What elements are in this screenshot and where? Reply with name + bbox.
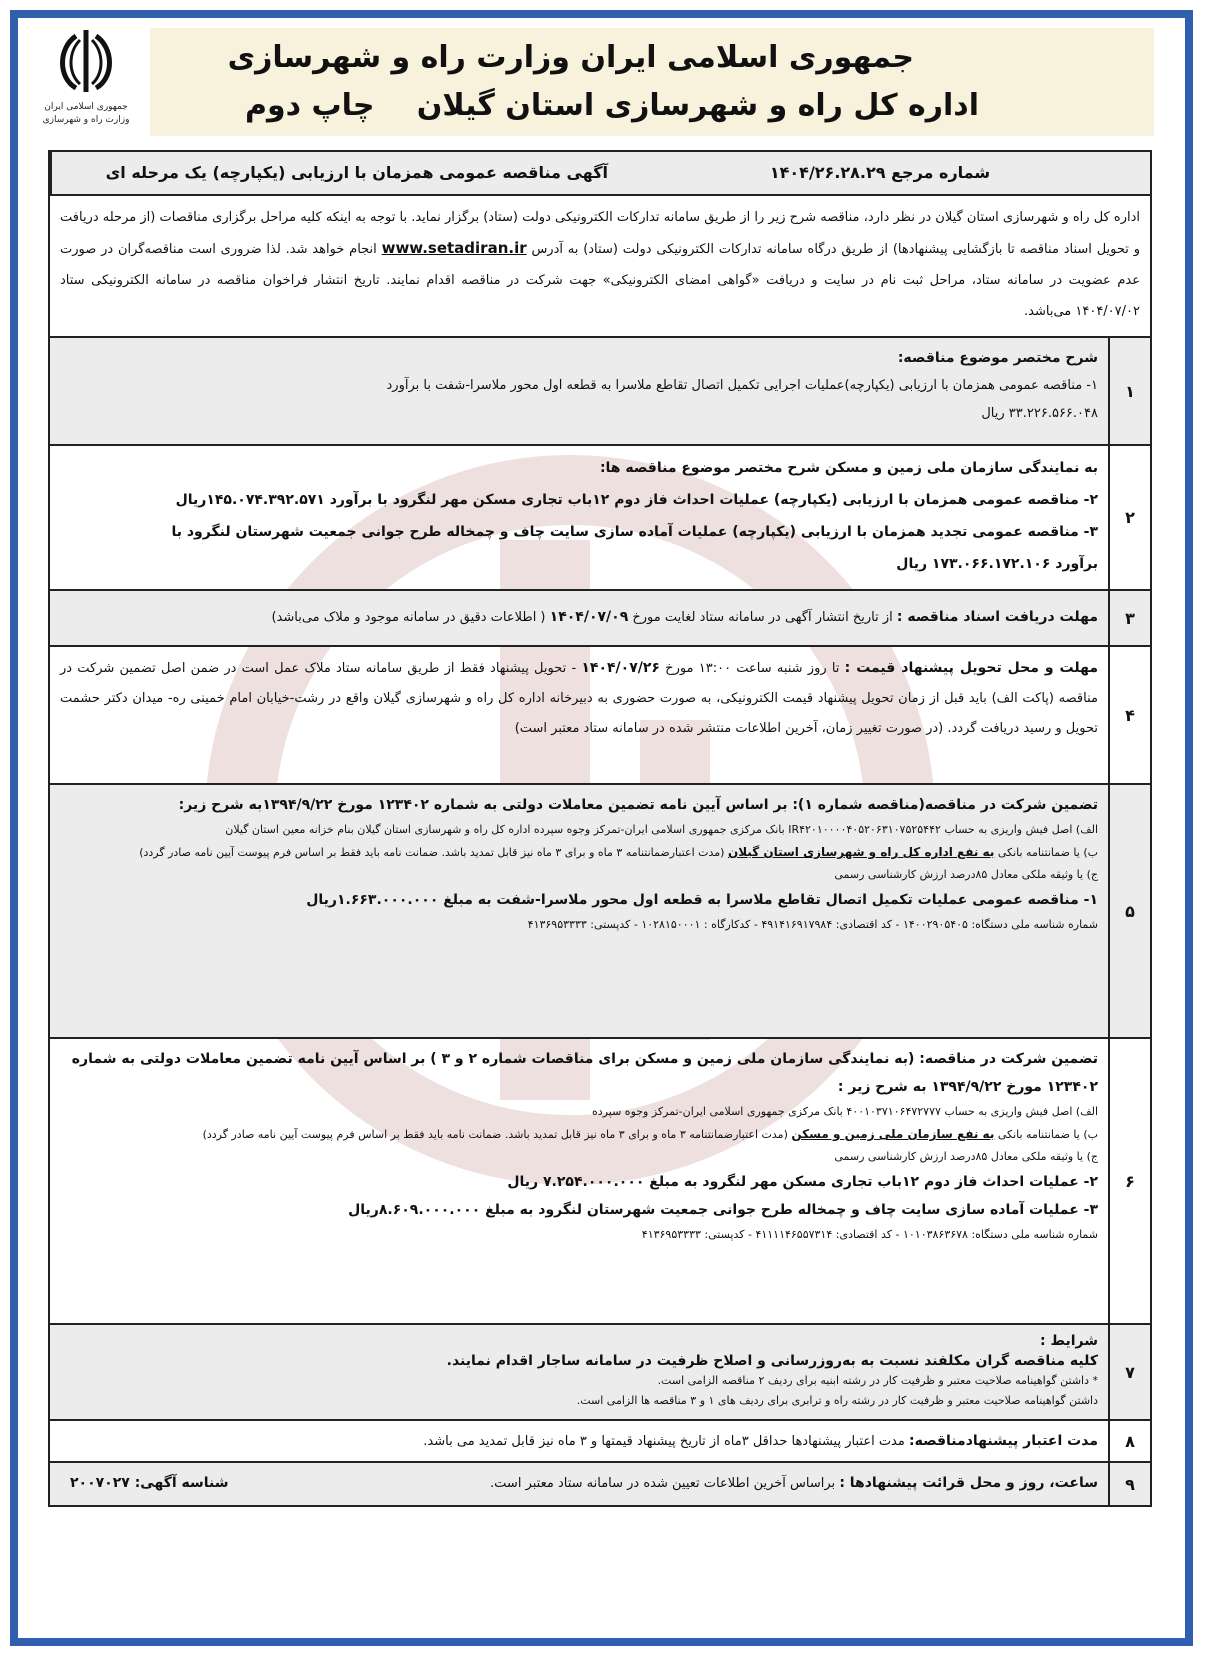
- emblem-caption-1: جمهوری اسلامی ایران: [44, 102, 128, 112]
- row-9: [48, 1463, 1152, 1507]
- row-content: [50, 446, 1108, 589]
- row-text: براساس آخرین اطلاعات تعیین شده در سامانه ستاد معتبر است.: [490, 1476, 836, 1491]
- row-heading: به نمایندگی سازمان ملی زمین و مسکن شرح مختصر موضوع مناقصه ها:: [599, 460, 1098, 476]
- row-number: ۶: [1108, 1039, 1150, 1323]
- row-be-text: (مدت اعتبارضمانتنامه ۳ ماه و برای ۳ ماه نیز قابل تمدید باشد. ضمانت نامه باید فقط بر اساس فرم پیوست آیین نامه صادر گردد): [202, 1128, 788, 1141]
- row-number: ۸: [1108, 1421, 1150, 1461]
- row-amount: ۲- عملیات احداث فاز دوم ۱۲باب تجاری مسکن مهر لنگرود به مبلغ ۷.۲۵۴.۰۰۰.۰۰۰ ریال: [507, 1174, 1098, 1190]
- row-heading: تضمین شرکت در مناقصه: (به نمایندگی سازمان ملی زمین و مسکن برای مناقصات شماره ۲ و ۳ ) بر اساس آیین نامه تضمین معاملات دولتی به شماره ۱۲۳۴۰۲ مورخ ۱۳۹۴/۹/۲۲ به شرح زیر :: [71, 1051, 1098, 1095]
- row-text: مدت اعتبار پیشنهادها حداقل ۳ماه از تاریخ پیشنهاد قیمتها و ۳ ماه نیز قابل تمدید می باشد.: [423, 1434, 905, 1449]
- row-line: داشتن گواهینامه صلاحیت معتبر و ظرفیت کار در رشته راه و ترابری برای ردیف های ۱ و ۳ مناقصه ها الزامی است.: [576, 1394, 1098, 1407]
- row-line: * داشتن گواهینامه صلاحیت معتبر و ظرفیت کار در رشته ابنیه برای ردیف ۲ مناقصه الزامی است.: [657, 1374, 1098, 1387]
- row-number: ۳: [1108, 591, 1150, 645]
- row-ids: شماره شناسه ملی دستگاه: ۱۴۰۰۲۹۰۵۴۰۵ - کد اقتصادی: ۴۹۱۴۱۶۹۱۷۹۸۴ - کدکارگاه : ۱۰۲۸۱۵۰۰۰۱ - کدپستی: ۴۱۳۶۹۵۳۳۳۳: [527, 918, 1098, 931]
- row-line: ۳- مناقصه عمومی تجدید همزمان با ارزیابی (یکپارچه) عملیات آماده سازی سایت چاف و چمخاله طرح جوانی جمعیت شهرستان لنگرود با: [171, 524, 1098, 540]
- row-content: [50, 591, 1108, 645]
- row-be-beneficiary: به نفع اداره کل راه و شهرسازی استان گیلان: [727, 845, 995, 859]
- row-heading: ساعت، روز و محل قرائت پیشنهادها :: [839, 1475, 1098, 1491]
- row-heading: شرح مختصر موضوع مناقصه:: [897, 350, 1098, 366]
- print-edition: چاپ دوم: [245, 88, 375, 123]
- row-heading: تضمین شرکت در مناقصه(مناقصه شماره ۱): بر اساس آیین نامه تضمین معاملات دولتی به شماره ۱۲۳۴۰۲ مورخ ۱۳۹۴/۹/۲۲به شرح زیر:: [178, 797, 1098, 813]
- row-content: [50, 1463, 1108, 1505]
- row-heading: مهلت و محل تحویل پیشنهاد قیمت :: [844, 660, 1098, 676]
- row-be-text: ب) یا ضمانتنامه بانکی: [997, 846, 1098, 859]
- row-be-text: ب) یا ضمانتنامه بانکی: [997, 1128, 1098, 1141]
- row-heading: مدت اعتبار پیشنهادمناقصه:: [909, 1433, 1098, 1449]
- title-bar: [48, 150, 1152, 196]
- row-number: ۱: [1108, 338, 1150, 444]
- intro-text-a: اداره کل راه و شهرسازی استان گیلان در نظر دارد، مناقصه شرح زیر را از طریق سامانه تدارکات الکترونیکی دولت (ستاد) برگزار نماید. با توجه به اینکه کلیه مراحل برگزاری مناقصات (از مرحله دریافت و تحویل اسناد مناقصه تا بازگشایی پیشنهادها) از طریق درگاه سامانه تدارکات الکترونیکی دولت (ستاد) به آدرس: [60, 210, 1140, 257]
- emblem-caption-2: وزارت راه و شهرسازی: [42, 115, 130, 125]
- row-text: - تحویل پیشنهاد فقط از طریق سامانه ستاد ملاک عمل است در ضمن اصل تضمین شرکت در مناقصه (پاکت الف) باید قبل از زمان تحویل پیشنهاد قیمت الکترونیکی، به صورت حضوری به دبیرخانه اداره کل راه و شهرسازی گیلان واقع در رشت-خیابان امام خمینی ره- میدان دکتر حشمت تحویل و رسید دریافت گردد. (در صورت تغییر زمان، آخرین اطلاعات منتشر شده در سامانه ستاد معتبر است): [60, 661, 1098, 736]
- row-ids: شماره شناسه ملی دستگاه: ۱۰۱۰۳۸۶۳۶۷۸ - کد اقتصادی: ۴۱۱۱۱۴۶۵۵۷۳۱۴ - کدپستی: ۴۱۳۶۹۵۳۳۳۳: [641, 1228, 1098, 1241]
- row-date: ۱۴۰۴/۰۷/۰۹: [549, 609, 629, 625]
- row-line: ۱- مناقصه عمومی همزمان با ارزیابی (یکپارچه)عملیات اجرایی تکمیل اتصال تقاطع ملاسرا به قطعه اول محور ملاسرا-شفت با برآورد: [386, 378, 1098, 393]
- row-line: کلیه مناقصه گران مکلفند نسبت به به‌روزرسانی و اصلاح ظرفیت در سامانه ساجار اقدام نمایند.: [446, 1353, 1098, 1369]
- row-2: [48, 446, 1152, 591]
- row-be-beneficiary: به نفع سازمان ملی زمین و مسکن: [791, 1127, 995, 1141]
- row-line: ۳۳.۲۲۶.۵۶۶.۰۴۸ ریال: [981, 406, 1098, 421]
- emblem: [36, 26, 136, 136]
- reference-number: شماره مرجع ۱۴۰۴/۲۶.۲۸.۲۹: [620, 152, 1150, 194]
- row-content: [50, 1039, 1108, 1323]
- row-number: ۴: [1108, 647, 1150, 783]
- row-text: تا روز شنبه ساعت ۱۳:۰۰ مورخ: [665, 661, 840, 676]
- row-alef: الف) اصل فیش واریزی به حساب IR۴۲۰۱۰۰۰۰۴۰۵۲۰۶۳۱۰۷۵۲۵۴۴۲ بانک مرکزی جمهوری اسلامی ایران-تمرکز وجوه سپرده اداره کل راه و شهرسازی استان گیلان بنام خزانه معین استان گیلان: [225, 823, 1098, 836]
- row-be-text: (مدت اعتبارضمانتنامه ۳ ماه و برای ۳ ماه نیز قابل تمدید باشد. ضمانت نامه باید فقط بر اساس فرم پیوست آیین نامه صادر گردد): [139, 846, 725, 859]
- row-number: ۷: [1108, 1325, 1150, 1419]
- intro-text-b: انجام خواهد شد. لذا ضروری است مناقصه‌گران در صورت عدم عضویت در سامانه ستاد، مراحل ثبت نام در سایت و دریافت «گواهی امضای الکترونیکی» جهت شرکت در مناقصه اقدام نمایند. تاریخ انتشار فراخوان مناقصه در سامانه الکترونیکی ستاد ۱۴۰۴/۰۷/۰۲ می‌باشد.: [60, 242, 1140, 319]
- row-number: ۹: [1108, 1463, 1150, 1505]
- row-amount: ۱- مناقصه عمومی عملیات تکمیل اتصال تقاطع ملاسرا به قطعه اول محور ملاسرا-شفت به مبلغ ۱.۶۶۳.۰۰۰.۰۰۰ریال: [306, 892, 1098, 908]
- ad-id: شناسه آگهی: ۲۰۰۷۰۲۷: [70, 1475, 229, 1491]
- row-content: [50, 338, 1108, 444]
- row-number: ۲: [1108, 446, 1150, 589]
- header-ministry: جمهوری اسلامی ایران وزارت راه و شهرسازی: [227, 40, 914, 75]
- row-alef: الف) اصل فیش واریزی به حساب ۴۰۰۱۰۳۷۱۰۶۴۷۲۷۷۷ بانک مرکزی جمهوری اسلامی ایران-تمرکز وجوه سپرده: [592, 1105, 1098, 1118]
- row-heading: شرایط :: [1040, 1333, 1098, 1349]
- row-amount: ۳- عملیات آماده سازی سایت چاف و چمخاله طرح جوانی جمعیت شهرستان لنگرود به مبلغ ۸.۶۰۹.۰۰۰.۰۰۰ریال: [348, 1202, 1098, 1218]
- row-jim: ج) یا وثیقه ملکی معادل ۸۵درصد ارزش کارشناسی رسمی: [834, 1150, 1098, 1163]
- row-content: [50, 1325, 1108, 1419]
- row-4: [48, 647, 1152, 785]
- header-office: اداره کل راه و شهرسازی استان گیلان: [416, 88, 979, 123]
- row-line: برآورد ۱۷۳.۰۶۶.۱۷۲.۱۰۶ ریال: [896, 556, 1098, 572]
- row-jim: ج) یا وثیقه ملکی معادل ۸۵درصد ارزش کارشناسی رسمی: [834, 868, 1098, 881]
- row-line: ۲- مناقصه عمومی همزمان با ارزیابی (یکپارچه) عملیات احداث فاز دوم ۱۲باب تجاری مسکن مهر لنگرود با برآورد ۱۴۵.۰۷۴.۳۹۲.۵۷۱ریال: [175, 492, 1098, 508]
- setad-link[interactable]: www.setadiran.ir: [381, 239, 527, 257]
- row-7: [48, 1325, 1152, 1421]
- row-text: از تاریخ انتشار آگهی در سامانه ستاد لغایت مورخ: [632, 610, 893, 625]
- row-number: ۵: [1108, 785, 1150, 1037]
- row-date: ۱۴۰۴/۰۷/۲۶: [581, 660, 660, 676]
- iran-emblem-icon: [54, 26, 118, 96]
- row-8: [48, 1421, 1152, 1463]
- row-heading: مهلت دریافت اسناد مناقصه :: [896, 609, 1098, 625]
- row-content: [50, 647, 1108, 783]
- header: [30, 20, 1154, 142]
- row-content: [50, 1421, 1108, 1461]
- row-text: ( اطلاعات دقیق در سامانه موجود و ملاک می‌باشد): [271, 610, 546, 625]
- row-3: [48, 591, 1152, 647]
- tender-notice: [48, 150, 1152, 1507]
- intro-paragraph: [48, 196, 1152, 338]
- row-1: [48, 338, 1152, 446]
- row-5: [48, 785, 1152, 1039]
- row-be: [60, 841, 1098, 864]
- row-content: [50, 785, 1108, 1037]
- notice-title: آگهی مناقصه عمومی همزمان با ارزیابی (یکپارچه) یک مرحله ای: [50, 152, 620, 194]
- row-6: [48, 1039, 1152, 1325]
- row-be: [60, 1123, 1098, 1146]
